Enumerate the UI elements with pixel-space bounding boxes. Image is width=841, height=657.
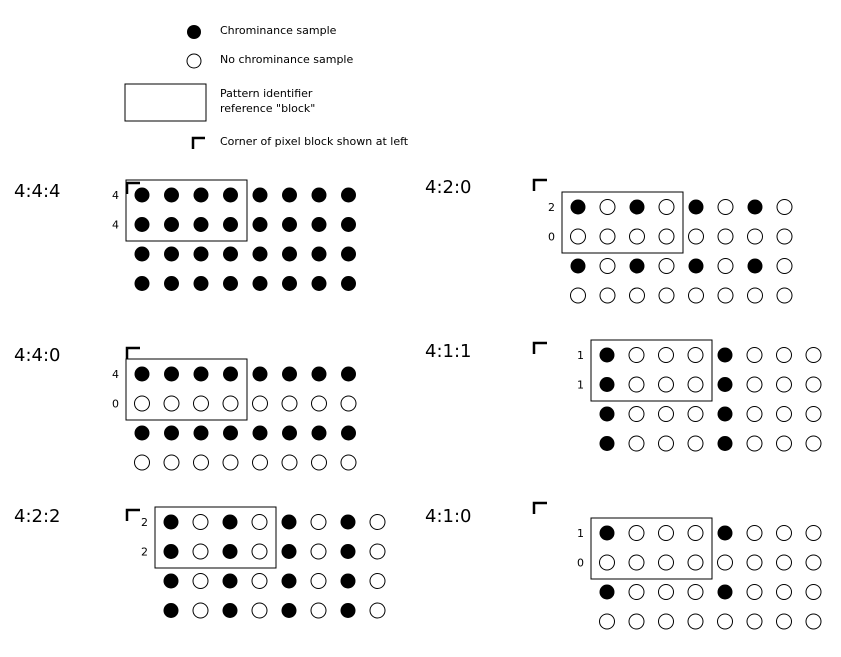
chroma-sample-dot [748,259,763,274]
legend-empty-label: No chrominance sample [220,53,354,66]
no-chroma-dot [659,436,674,451]
no-chroma-dot [164,396,179,411]
no-chroma-dot [311,603,326,618]
chroma-sample-dot [341,217,356,232]
chroma-sample-dot [341,426,356,441]
no-chroma-dot [659,555,674,570]
chroma-sample-dot [223,603,238,618]
chroma-sample-dot [630,259,645,274]
chroma-sample-dot [689,259,704,274]
chroma-sample-dot [282,247,297,262]
chroma-sample-dot [312,367,327,382]
no-chroma-dot [600,555,615,570]
no-chroma-dot [252,574,267,589]
no-chroma-dot [777,200,792,215]
no-chroma-dot [223,396,238,411]
no-chroma-dot [777,436,792,451]
pattern-4-1-1 [425,340,821,451]
no-chroma-dot [806,585,821,600]
no-chroma-dot [253,455,268,470]
no-chroma-dot [282,396,297,411]
no-chroma-dot [688,407,703,422]
legend-corner-mark [193,138,205,149]
row-label: 0 [577,556,584,570]
row-label: 2 [141,516,148,529]
chroma-sample-dot [223,515,238,530]
chroma-sample-dot [282,276,297,291]
no-chroma-dot [718,200,733,215]
pattern-label: 4:1:1 [425,341,472,362]
row-label: 1 [577,349,584,362]
chroma-sample-dot [194,367,209,382]
row-label: 4 [112,218,119,232]
no-chroma-dot [659,200,674,215]
no-chroma-dot [806,377,821,392]
chroma-sample-dot [600,436,615,451]
no-chroma-dot [689,229,704,244]
legend-filled-label: Chrominance sample [220,24,337,37]
no-chroma-dot [629,436,644,451]
no-chroma-dot [370,603,385,618]
no-chroma-dot [193,603,208,618]
no-chroma-dot [659,229,674,244]
chroma-sample-dot [600,377,615,392]
chroma-sample-dot [600,407,615,422]
pattern-4-4-4 [14,180,356,291]
no-chroma-dot [777,259,792,274]
chroma-sample-dot [282,217,297,232]
chroma-sample-dot [282,544,297,559]
chroma-sample-dot [164,217,179,232]
chroma-sample-dot [253,247,268,262]
chroma-sample-dot [135,247,150,262]
no-chroma-dot [747,436,762,451]
no-chroma-dot [223,455,238,470]
chroma-sample-dot [135,276,150,291]
no-chroma-dot [806,555,821,570]
chroma-sample-dot [341,188,356,203]
no-chroma-dot [688,614,703,629]
chroma-sample-dot [194,188,209,203]
no-chroma-dot [312,396,327,411]
chroma-sample-dot [135,426,150,441]
no-chroma-dot [777,377,792,392]
no-chroma-dot [718,229,733,244]
chroma-sample-dot [312,217,327,232]
no-chroma-dot [629,555,644,570]
chroma-sample-dot [282,603,297,618]
no-chroma-dot [777,407,792,422]
chroma-sample-dot [223,367,238,382]
no-chroma-dot [629,377,644,392]
chroma-sample-dot [164,367,179,382]
row-label: 2 [548,201,555,214]
no-chroma-dot [718,259,733,274]
chroma-sample-dot [253,188,268,203]
no-chroma-dot [748,288,763,303]
no-chroma-dot [689,288,704,303]
no-chroma-dot [659,407,674,422]
chroma-sample-dot [253,426,268,441]
chroma-sample-dot [748,200,763,215]
no-chroma-dot [688,436,703,451]
no-chroma-dot [253,396,268,411]
chroma-sample-dot [718,585,733,600]
no-chroma-dot [629,585,644,600]
pattern-4-1-0 [425,503,821,629]
no-chroma-dot [688,526,703,541]
chroma-sample-dot [282,515,297,530]
no-chroma-dot [600,229,615,244]
row-label: 4 [112,368,119,381]
pattern-label: 4:4:4 [14,181,61,202]
no-chroma-dot [164,455,179,470]
no-chroma-dot [747,585,762,600]
legend-block-label-2: reference "block" [220,102,316,115]
chroma-sample-dot [341,247,356,262]
chroma-sample-dot [164,426,179,441]
chroma-sample-dot [341,544,356,559]
chroma-sample-dot [282,426,297,441]
no-chroma-dot [659,526,674,541]
chroma-sample-dot [194,426,209,441]
no-chroma-dot [370,574,385,589]
no-chroma-dot [659,288,674,303]
no-chroma-dot [777,526,792,541]
chroma-sample-dot [135,188,150,203]
no-chroma-dot [747,348,762,363]
no-chroma-dot [341,396,356,411]
no-chroma-dot [629,614,644,629]
pattern-label: 4:1:0 [425,506,472,527]
no-chroma-dot [806,348,821,363]
chroma-sample-dot [600,348,615,363]
pattern-label: 4:2:2 [14,506,61,527]
no-chroma-dot [135,455,150,470]
no-chroma-dot [630,229,645,244]
chroma-sample-dot [164,188,179,203]
no-chroma-dot [600,614,615,629]
no-chroma-dot [370,515,385,530]
chroma-sample-dot [223,574,238,589]
no-chroma-dot [688,377,703,392]
corner-mark [534,343,547,354]
row-label: 0 [548,230,555,244]
no-chroma-dot [777,229,792,244]
no-chroma-dot [777,614,792,629]
chroma-sample-dot [571,200,586,215]
legend-corner-label: Corner of pixel block shown at left [220,135,409,148]
no-chroma-dot [747,407,762,422]
no-chroma-dot [252,544,267,559]
no-chroma-dot [135,396,150,411]
legend [125,24,409,149]
chroma-sample-dot [718,377,733,392]
row-label: 0 [112,397,119,411]
no-chroma-dot [312,455,327,470]
chroma-sample-dot [312,276,327,291]
no-chroma-dot [688,585,703,600]
pattern-label: 4:2:0 [425,177,472,198]
no-chroma-dot [193,574,208,589]
chroma-sample-dot [718,526,733,541]
no-chroma-dot [311,515,326,530]
chroma-sample-dot [194,276,209,291]
no-chroma-dot [194,396,209,411]
no-chroma-dot [777,288,792,303]
no-chroma-dot [341,455,356,470]
corner-mark [127,348,140,359]
chroma-sample-dot [164,247,179,262]
no-chroma-dot [193,544,208,559]
chroma-sample-dot [341,367,356,382]
no-chroma-dot [659,348,674,363]
chroma-sample-dot [312,247,327,262]
chroma-sample-dot [223,276,238,291]
no-chroma-dot [777,585,792,600]
no-chroma-dot [193,515,208,530]
no-chroma-dot [718,555,733,570]
corner-mark [534,503,547,514]
no-chroma-dot [747,614,762,629]
chroma-sample-dot [253,276,268,291]
chroma-sample-dot [282,188,297,203]
chroma-sample-dot [312,426,327,441]
no-chroma-dot [806,407,821,422]
chroma-sample-dot [341,574,356,589]
chroma-sample-dot [223,544,238,559]
no-chroma-dot [688,555,703,570]
no-chroma-dot [629,348,644,363]
chroma-sample-dot [164,574,179,589]
no-chroma-dot [600,288,615,303]
chroma-sample-dot [341,603,356,618]
chroma-sample-dot [282,367,297,382]
chroma-sample-dot [689,200,704,215]
chroma-sample-dot [164,603,179,618]
chroma-sample-dot [253,217,268,232]
no-chroma-dot [659,585,674,600]
chroma-sample-dot [223,426,238,441]
chroma-sample-dot [194,217,209,232]
no-chroma-dot [629,526,644,541]
no-chroma-dot [747,526,762,541]
chroma-sample-dot [600,585,615,600]
no-chroma-dot [806,526,821,541]
no-chroma-dot [600,259,615,274]
corner-mark [127,510,140,521]
chroma-sample-dot [718,436,733,451]
chroma-sample-dot [600,526,615,541]
chroma-sample-dot [282,574,297,589]
pattern-4-2-2 [14,506,385,618]
legend-block-label-1: Pattern identifier [220,87,313,100]
legend-filled-dot [187,25,201,39]
chroma-sample-dot [223,217,238,232]
chroma-sample-dot [164,515,179,530]
chroma-sample-dot [223,188,238,203]
no-chroma-dot [777,555,792,570]
pattern-4-4-0 [14,345,356,470]
chroma-sample-dot [164,544,179,559]
no-chroma-dot [718,288,733,303]
chroma-sample-dot [718,407,733,422]
chroma-sample-dot [341,515,356,530]
no-chroma-dot [659,614,674,629]
no-chroma-dot [747,377,762,392]
no-chroma-dot [777,348,792,363]
patterns [14,177,821,629]
no-chroma-dot [747,555,762,570]
no-chroma-dot [718,614,733,629]
no-chroma-dot [571,288,586,303]
row-label: 2 [141,545,148,559]
no-chroma-dot [282,455,297,470]
no-chroma-dot [600,200,615,215]
chroma-sample-dot [718,348,733,363]
no-chroma-dot [194,455,209,470]
row-label: 4 [112,189,119,202]
no-chroma-dot [630,288,645,303]
no-chroma-dot [311,574,326,589]
pattern-4-2-0 [425,177,792,303]
no-chroma-dot [806,436,821,451]
no-chroma-dot [370,544,385,559]
no-chroma-dot [311,544,326,559]
row-label: 1 [577,378,584,392]
legend-block-box [125,84,206,121]
row-label: 1 [577,527,584,540]
chroma-sample-dot [253,367,268,382]
no-chroma-dot [748,229,763,244]
legend-empty-dot [187,54,201,68]
no-chroma-dot [252,603,267,618]
pattern-label: 4:4:0 [14,345,61,366]
chroma-sample-dot [630,200,645,215]
chroma-sample-dot [571,259,586,274]
chroma-sample-dot [223,247,238,262]
no-chroma-dot [659,377,674,392]
chroma-sample-dot [341,276,356,291]
no-chroma-dot [688,348,703,363]
no-chroma-dot [252,515,267,530]
chroma-sample-dot [135,367,150,382]
no-chroma-dot [806,614,821,629]
corner-mark [534,180,547,191]
no-chroma-dot [571,229,586,244]
chroma-sample-dot [135,217,150,232]
chroma-sample-dot [194,247,209,262]
chroma-sample-dot [164,276,179,291]
no-chroma-dot [659,259,674,274]
chroma-sample-dot [312,188,327,203]
no-chroma-dot [629,407,644,422]
